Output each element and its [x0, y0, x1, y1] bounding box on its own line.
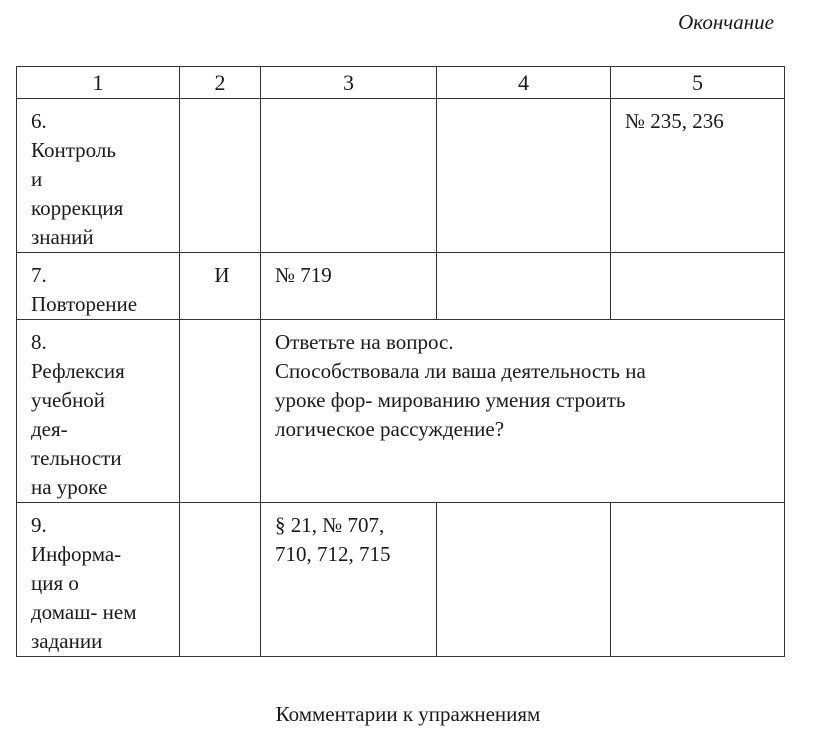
table-cell — [261, 99, 437, 253]
stage-text: домаш- нем — [31, 600, 137, 624]
stage-text: 6. — [31, 109, 47, 133]
table-cell — [611, 253, 785, 320]
table-cell: № 235, 236 — [611, 99, 785, 253]
column-header: 4 — [437, 67, 611, 99]
stage-text: Информа- — [31, 542, 122, 566]
continuation-caption: Окончание — [678, 10, 774, 34]
column-header: 3 — [261, 67, 437, 99]
table-cell — [180, 503, 261, 657]
stage-text: тельности — [31, 446, 122, 470]
table-cell — [437, 503, 611, 657]
question-text: Способствовала ли ваша деятельность на — [275, 359, 646, 383]
stage-cell — [17, 99, 180, 253]
table-row — [17, 503, 785, 657]
table-cell — [437, 99, 611, 253]
stage-text: и — [31, 167, 43, 191]
table-cell — [437, 253, 611, 320]
section-title: Комментарии к упражнениям — [275, 702, 541, 726]
question-text: Ответьте на вопрос. — [275, 330, 454, 354]
homework-text: § 21, № 707, — [275, 513, 385, 537]
lesson-plan-table — [16, 66, 785, 657]
table-row — [17, 99, 785, 253]
table-cell: № 719 — [261, 253, 437, 320]
stage-text: Повторение — [31, 292, 138, 316]
table-row — [17, 320, 785, 503]
table-header-row — [17, 67, 785, 99]
stage-text: 7. — [31, 263, 47, 287]
stage-text: дея- — [31, 417, 68, 441]
question-text: логическое рассуждение? — [275, 417, 505, 441]
table-cell — [611, 503, 785, 657]
stage-text: учебной — [31, 388, 106, 412]
column-header: 1 — [17, 67, 180, 99]
column-header: 2 — [180, 67, 261, 99]
stage-cell — [17, 503, 180, 657]
table-cell — [180, 320, 261, 503]
stage-text: на уроке — [31, 475, 108, 499]
stage-cell — [17, 320, 180, 503]
question-text: уроке фор- мированию умения строить — [275, 388, 626, 412]
stage-text: знаний — [31, 225, 94, 249]
table-row — [17, 253, 785, 320]
reflection-question-cell — [261, 320, 785, 503]
table-cell: И — [180, 253, 261, 320]
stage-cell — [17, 253, 180, 320]
stage-text: 8. — [31, 330, 47, 354]
stage-text: Контроль — [31, 138, 116, 162]
stage-text: задании — [31, 629, 103, 653]
stage-text: 9. — [31, 513, 47, 537]
homework-text: 710, 712, 715 — [275, 542, 391, 566]
stage-text: коррекция — [31, 196, 124, 220]
table-cell — [180, 99, 261, 253]
column-header: 5 — [611, 67, 785, 99]
stage-text: Рефлексия — [31, 359, 125, 383]
stage-text: ция о — [31, 571, 79, 595]
homework-cell — [261, 503, 437, 657]
